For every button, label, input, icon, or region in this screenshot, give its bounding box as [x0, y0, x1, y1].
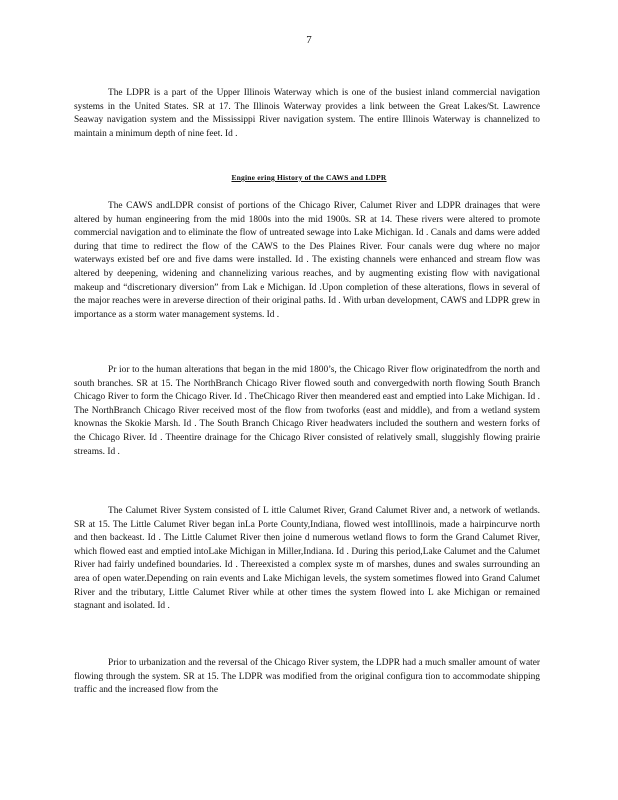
- section-heading-text: Engine ering History of the CAWS and LDPR: [231, 173, 387, 182]
- paragraph-ldpr-urbanization: Prior to urbanization and the reversal of the Chicago River system, the LDPR had a much smaller amount of water flowing through the system. SR at 15. The LDPR was modified from the original configura tion to accommodate shipping traffic and the increased flow from the: [74, 658, 540, 696]
- paragraph-calumet-river: The Calumet River System consisted of L ittle Calumet River, Grand Calumet River and, a network of wetlands. SR at 15. The Little Calumet River began inLa Porte County,Indiana, flowed west intoIllinois, made a hairpincurve north and then backeast. Id . The Little Calumet River then joine d numerous wetland flows to form the Grand Calumet River, which flowed east and emptied intoLake Michigan in Miller,Indiana. Id . During this period,Lake Calumet and the Calumet River had fairly undefined boundaries. Id . Thereexisted a complex syste m of marshes, dunes and swales surrounding an area of open water.Depending on rain events and Lake Michigan levels, the system sometimes flowed into Grand Calumet River and the tributary, Little Calumet River while at other times the system flowed into L ake Michigan or remained stagnant and isolated. Id .: [74, 506, 540, 612]
- page-number: 7: [306, 34, 312, 46]
- section-heading: [0, 173, 618, 182]
- paragraph-caws-ldpr: The CAWS andLDPR consist of portions of the Chicago River, Calumet River and LDPR drainages that were altered by human engineering from the mid 1800s into the mid 1900s. SR at 14. These rivers were altered to promote commercial navigation and to eliminate the flow of untreated sewage into Lake Michigan. Id . Canals and dams were added during that time to redirect the flow of the CAWS to the Des Plaines River. Four canals were dug where no major waterways existed bef ore and five dams were installed. Id . The existing channels were enhanced and stream flow was altered by deepening, widening and channelizing various reaches, and by augmenting existing flow with navigational makeup and “discretionary diversion” from Lak e Michigan. Id .Upon completion of these alterations, flows in several of the major reaches were in areverse direction of their original paths. Id . With urban development, CAWS and LDPR grew in importance as a storm water management systems. Id .: [74, 201, 540, 320]
- paragraph-chicago-river: Pr ior to the human alterations that began in the mid 1800’s, the Chicago River flow originatedfrom the north and south branches. SR at 15. The NorthBranch Chicago River flowed south and convergedwith north flowing South Branch Chicago River to form the Chicago River. Id . TheChicago River then meandered east and emptied into Lake Michigan. Id . The NorthBranch Chicago River received most of the flow from twoforks (east and middle), and from a wetland system knownas the Skokie Marsh. Id . The South Branch Chicago River headwaters included the southern and western forks of the Chicago River. Id . Theentire drainage for the Chicago River consisted of relatively small, sluggishly flowing prairie streams. Id .: [74, 365, 540, 457]
- paragraph-illinois-waterway: The LDPR is a part of the Upper Illinois Waterway which is one of the busiest inland commercial navigation systems in the United States. SR at 17. The Illinois Waterway provides a link between the Great Lakes/St. Lawrence Seaway navigation system and the Mississippi River navigation system. The entire Illinois Waterway is channelized to maintain a minimum depth of nine feet. Id .: [74, 88, 540, 139]
